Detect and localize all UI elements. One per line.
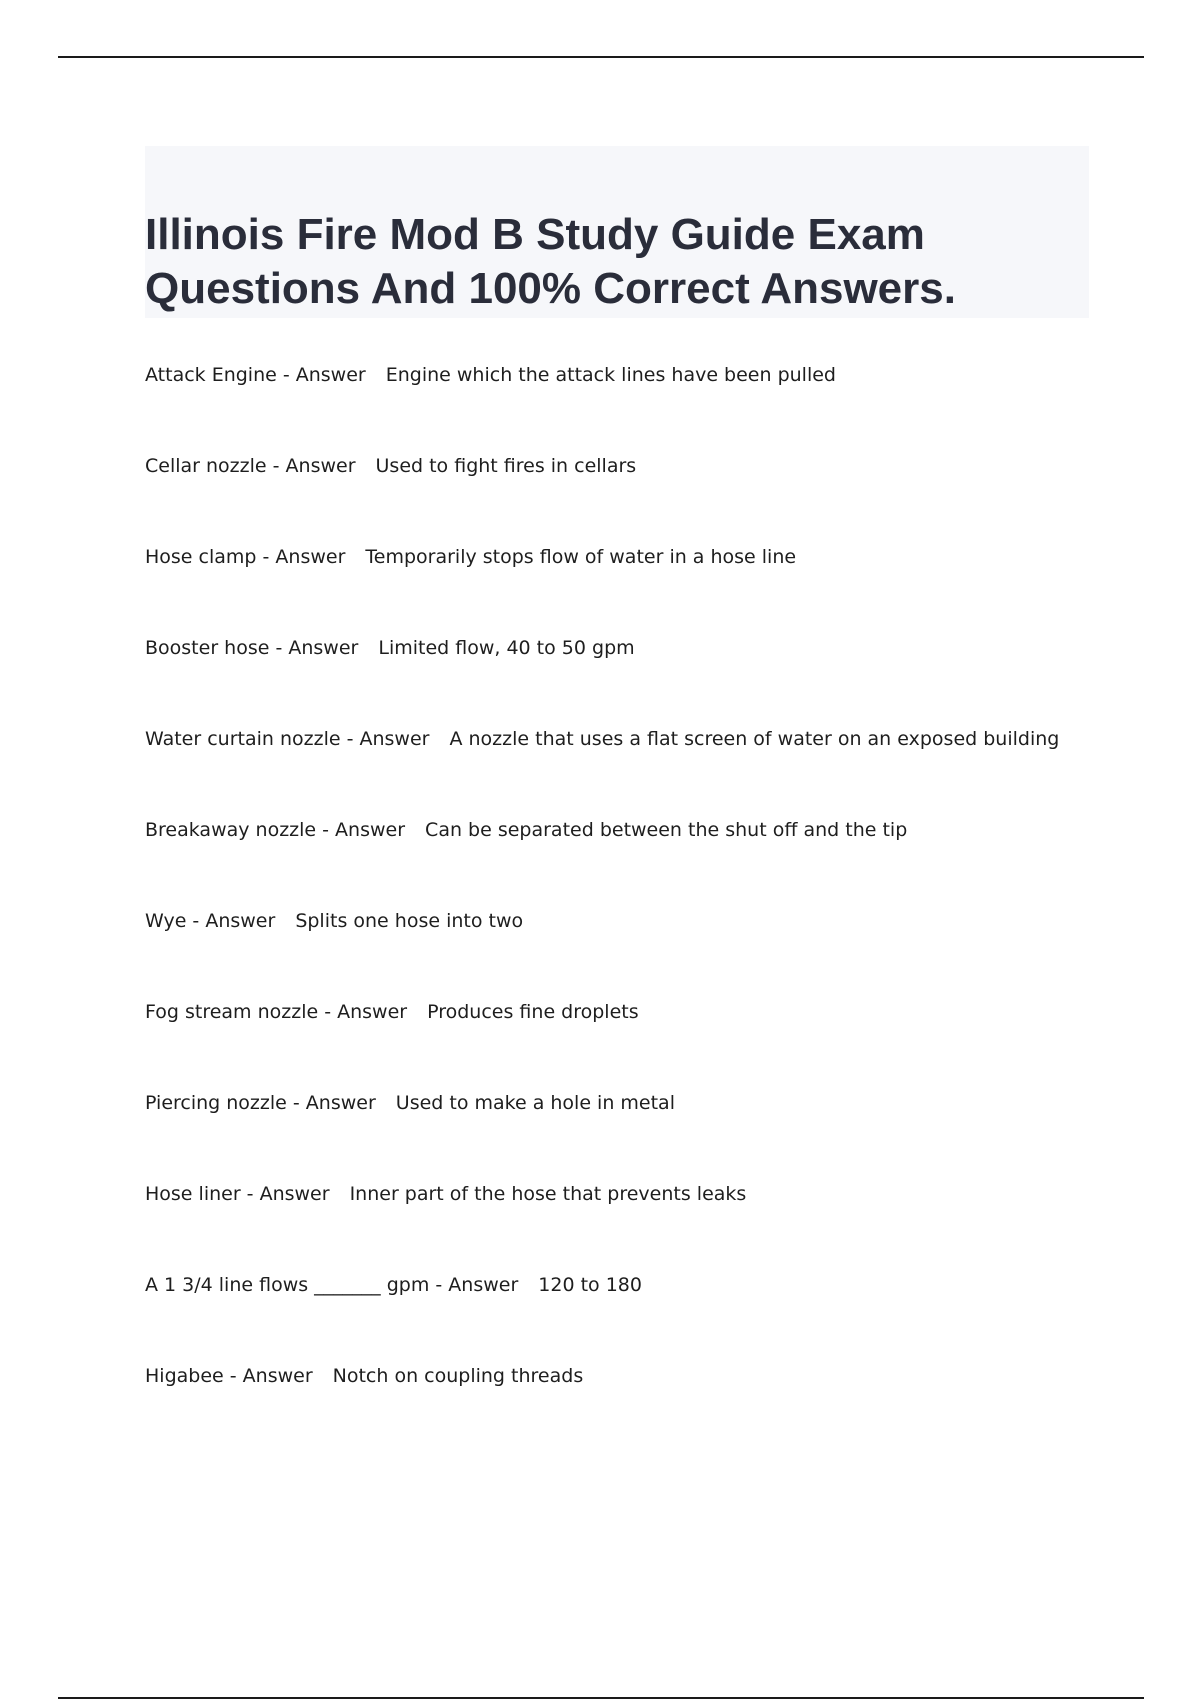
qa-term: Piercing nozzle <box>145 1092 287 1114</box>
qa-answer: Used to fight fires in cellars <box>375 455 637 477</box>
qa-item <box>145 453 1105 544</box>
answer-label: - Answer <box>286 1092 376 1114</box>
qa-term: Booster hose <box>145 637 270 659</box>
qa-term: Fog stream nozzle <box>145 1001 319 1023</box>
qa-term: Hose clamp <box>145 546 257 568</box>
qa-term: Breakaway nozzle <box>145 819 317 841</box>
qa-list <box>145 362 1105 1454</box>
qa-term: A 1 3/4 line flows _______ gpm <box>145 1274 430 1296</box>
qa-answer: Used to make a hole in metal <box>395 1092 675 1114</box>
qa-answer: Engine which the attack lines have been pulled <box>385 364 836 386</box>
qa-answer: Produces fine droplets <box>427 1001 639 1023</box>
qa-answer: Inner part of the hose that prevents leaks <box>349 1183 747 1205</box>
qa-term: Water curtain nozzle <box>145 728 341 750</box>
qa-item <box>145 817 1105 908</box>
qa-term: Hose liner <box>145 1183 241 1205</box>
qa-item <box>145 544 1105 635</box>
qa-answer: Temporarily stops flow of water in a hose line <box>365 546 797 568</box>
qa-item <box>145 1090 1105 1181</box>
qa-term: Attack Engine <box>145 364 277 386</box>
document-title: Illinois Fire Mod B Study Guide Exam Questions And 100% Correct Answers. <box>145 210 956 313</box>
answer-label: - Answer <box>269 637 359 659</box>
top-rule <box>58 56 1144 58</box>
qa-answer: Splits one hose into two <box>295 910 524 932</box>
answer-label: - Answer <box>240 1183 330 1205</box>
qa-term: Cellar nozzle <box>145 455 267 477</box>
answer-label: - Answer <box>276 364 366 386</box>
qa-answer: Notch on coupling threads <box>332 1365 584 1387</box>
qa-item <box>145 635 1105 726</box>
title-block <box>145 146 1089 318</box>
answer-label: - Answer <box>256 546 346 568</box>
qa-item <box>145 726 1105 817</box>
qa-item <box>145 1181 1105 1272</box>
qa-item <box>145 362 1105 453</box>
bottom-rule <box>58 1697 1144 1699</box>
answer-label: - Answer <box>266 455 356 477</box>
answer-label: - Answer <box>186 910 276 932</box>
qa-term: Wye <box>145 910 187 932</box>
qa-item <box>145 1363 1105 1454</box>
qa-answer: Limited flow, 40 to 50 gpm <box>378 637 635 659</box>
answer-label: - Answer <box>318 1001 408 1023</box>
qa-item <box>145 908 1105 999</box>
answer-label: - Answer <box>316 819 406 841</box>
qa-answer: Can be separated between the shut off and the tip <box>425 819 908 841</box>
qa-answer: A nozzle that uses a flat screen of water on an exposed building <box>449 728 1060 750</box>
qa-item <box>145 1272 1105 1363</box>
answer-label: - Answer <box>429 1274 519 1296</box>
qa-answer: 120 to 180 <box>538 1274 642 1296</box>
answer-label: - Answer <box>340 728 430 750</box>
qa-term: Higabee <box>145 1365 224 1387</box>
answer-label: - Answer <box>223 1365 313 1387</box>
qa-item <box>145 999 1105 1090</box>
